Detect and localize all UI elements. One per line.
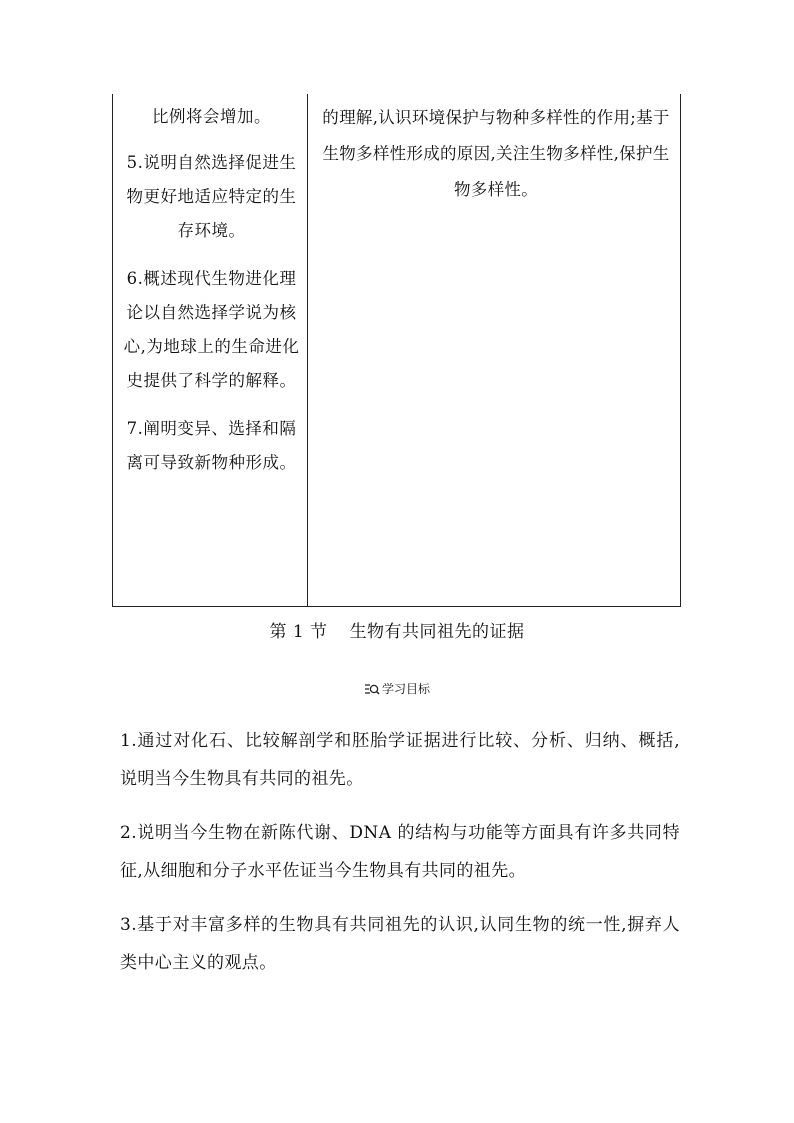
table-left-para: 5.说明自然选择促进生物更好地适应特定的生存环境。 — [126, 153, 297, 240]
objectives-heading — [0, 680, 794, 698]
table-left-para: 6.概述现代生物进化理论以自然选择学说为核心,为地球上的生命进化史提供了科学的解释。 — [123, 269, 300, 390]
table-left-column — [113, 94, 308, 606]
objective-item: 1.通过对化石、比较解剖学和胚胎学证据进行比较、分析、归纳、概括,说明当今生物具有共同的祖先。 — [120, 731, 680, 789]
objective-item: 2.说明当今生物在新陈代谢、DNA 的结构与功能等方面具有许多共同特征,从细胞和分子水平佐证当今生物具有共同的祖先。 — [120, 823, 680, 881]
table-left-para: 7.阐明变异、选择和隔离可导致新物种形成。 — [126, 419, 297, 472]
section-number: 第 1 节 — [269, 622, 328, 642]
table-right-text: 的理解,认识环境保护与物种多样性的作用;基于生物多样性形成的原因,关注生物多样性,保护生物多样性。 — [322, 108, 670, 199]
section-name: 生物有共同祖先的证据 — [349, 622, 525, 642]
objectives-list — [120, 722, 680, 998]
study-goal-icon — [364, 683, 380, 698]
objectives-heading-text: 学习目标 — [381, 682, 430, 696]
table-left-para: 比例将会增加。 — [152, 107, 271, 126]
table-right-column — [308, 94, 680, 606]
section-title — [0, 617, 794, 642]
standards-table — [112, 94, 681, 607]
objective-item: 3.基于对丰富多样的生物具有共同祖先的认识,认同生物的统一性,摒弃人类中心主义的观点。 — [120, 915, 680, 973]
